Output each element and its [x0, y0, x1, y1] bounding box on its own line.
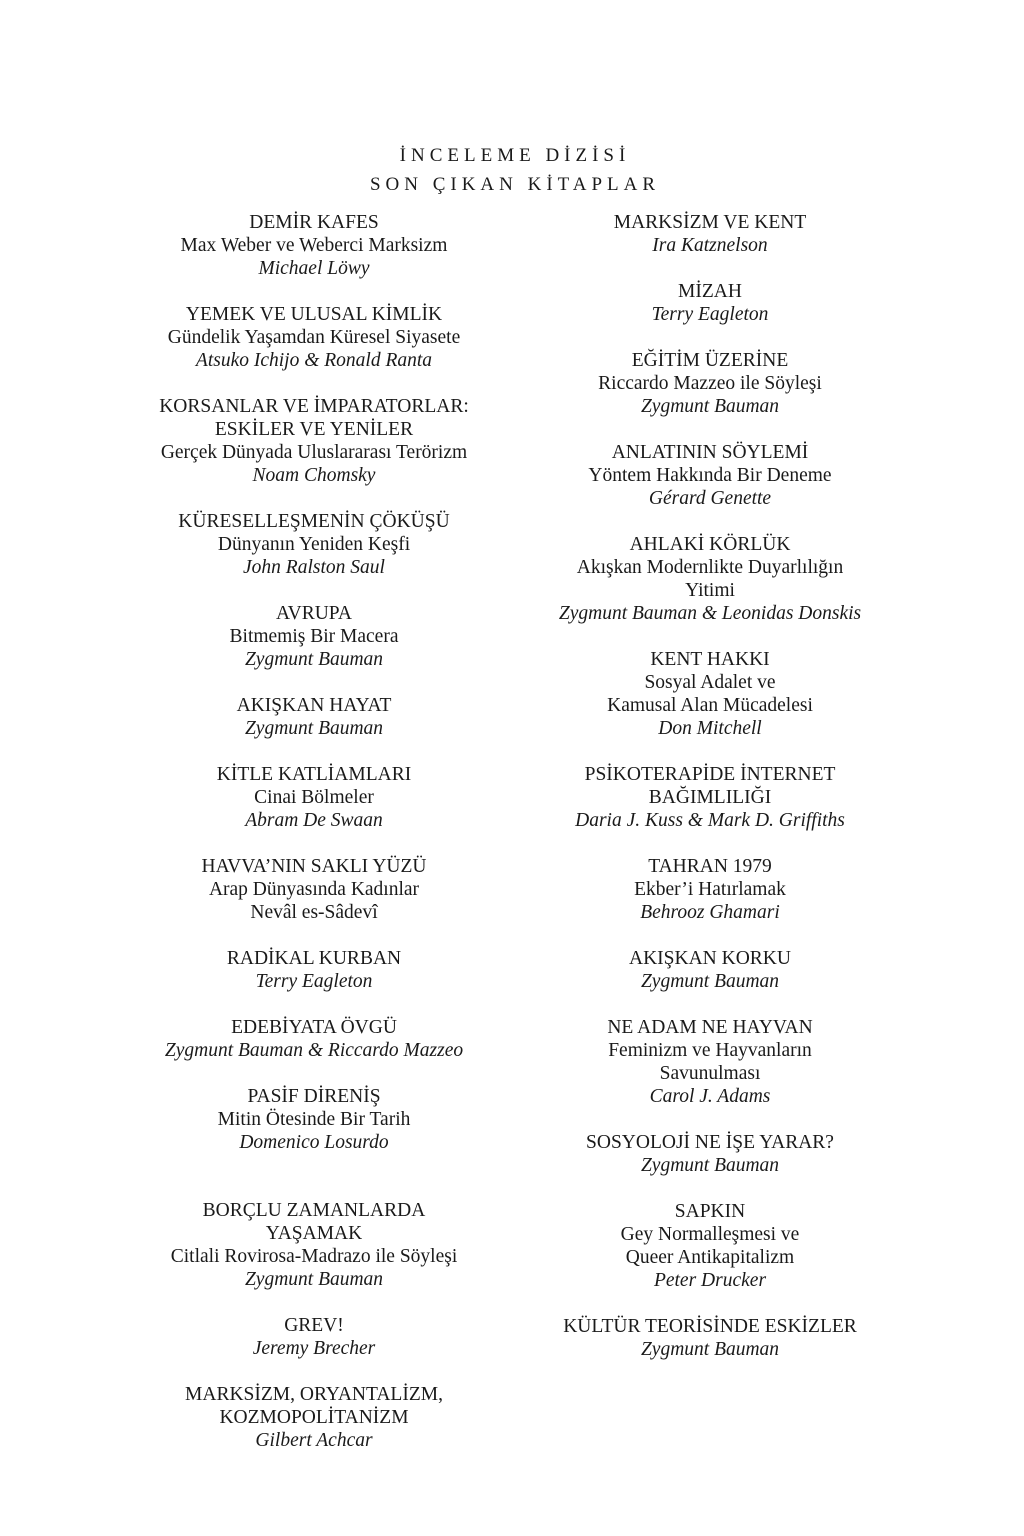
book-subtitle: Max Weber ve Weberci Marksizm	[180, 235, 448, 256]
book-author: Zygmunt Bauman & Riccardo Mazzeo	[164, 1040, 464, 1061]
book-entry	[104, 1314, 524, 1360]
book-title: PASİF DİRENİŞ	[247, 1086, 381, 1107]
book-author: John Ralston Saul	[243, 557, 385, 578]
book-author: Noam Chomsky	[252, 465, 376, 486]
book-title: YAŞAMAK	[265, 1223, 363, 1244]
book-author: Zygmunt Bauman	[640, 1155, 780, 1176]
left-column	[104, 211, 524, 1452]
book-author: Atsuko Ichijo & Ronald Ranta	[195, 350, 433, 371]
book-title: ESKİLER VE YENİLER	[214, 419, 414, 440]
book-title: YEMEK VE ULUSAL KİMLİK	[185, 304, 443, 325]
book-title: BORÇLU ZAMANLARDA	[202, 1200, 426, 1221]
book-subtitle: Dünyanın Yeniden Keşfi	[217, 534, 411, 555]
book-entry	[500, 1315, 920, 1361]
book-author: Jeremy Brecher	[252, 1338, 376, 1359]
book-title: AKIŞKAN KORKU	[629, 948, 791, 969]
book-author: Zygmunt Bauman	[244, 649, 384, 670]
book-title: ANLATININ SÖYLEMİ	[611, 442, 809, 463]
book-entry	[500, 349, 920, 418]
book-title: KÜRESELLEŞMENİN ÇÖKÜŞÜ	[178, 511, 450, 532]
book-title: KENT HAKKI	[650, 649, 770, 670]
book-title: NE ADAM NE HAYVAN	[607, 1017, 813, 1038]
book-entry	[500, 441, 920, 510]
book-title: KİTLE KATLİAMLARI	[216, 764, 412, 785]
book-entry	[104, 1199, 524, 1291]
book-author: Abram De Swaan	[245, 810, 383, 831]
book-entry	[500, 1200, 920, 1292]
book-author: Zygmunt Bauman	[640, 1339, 780, 1360]
book-entry	[104, 510, 524, 579]
book-author: Daria J. Kuss & Mark D. Griffiths	[575, 810, 845, 831]
book-entry	[104, 1383, 524, 1452]
book-subtitle: Gey Normalleşmesi ve	[620, 1224, 800, 1245]
book-title: EĞİTİM ÜZERİNE	[631, 350, 789, 371]
series-subtitle: SON ÇIKAN KİTAPLAR	[369, 174, 661, 195]
book-entry	[104, 211, 524, 280]
book-author: Gérard Genette	[648, 488, 772, 509]
book-author: Zygmunt Bauman & Leonidas Donskis	[558, 603, 862, 624]
book-author: Ira Katznelson	[652, 235, 768, 256]
book-title: EDEBİYATA ÖVGÜ	[231, 1017, 397, 1038]
book-author: Zygmunt Bauman	[244, 1269, 384, 1290]
book-title: GREV!	[284, 1315, 344, 1336]
book-subtitle: Riccardo Mazzeo ile Söyleşi	[598, 373, 822, 394]
book-entry	[104, 395, 524, 487]
book-title: PSİKOTERAPİDE İNTERNET	[584, 764, 836, 785]
book-entry	[104, 1016, 524, 1062]
book-title: BAĞIMLILIĞI	[648, 787, 772, 808]
book-entry	[500, 947, 920, 993]
right-column	[500, 211, 920, 1361]
book-title: KORSANLAR VE İMPARATORLAR:	[159, 396, 469, 417]
book-subtitle: Gerçek Dünyada Uluslararası Terörizm	[160, 442, 468, 463]
book-entry	[500, 855, 920, 924]
book-subtitle: Akışkan Modernlikte Duyarlılığın	[576, 557, 844, 578]
book-subtitle: Citlali Rovirosa-Madrazo ile Söyleşi	[170, 1246, 458, 1267]
book-entry	[500, 1016, 920, 1108]
book-subtitle: Sosyal Adalet ve	[644, 672, 776, 693]
book-subtitle: Ekber’i Hatırlamak	[634, 879, 786, 900]
book-subtitle: Yöntem Hakkında Bir Deneme	[588, 465, 832, 486]
series-header	[0, 141, 1024, 199]
book-entry	[104, 855, 524, 924]
book-title: SOSYOLOJİ NE İŞE YARAR?	[586, 1132, 834, 1153]
book-author: Peter Drucker	[653, 1270, 767, 1291]
book-title: RADİKAL KURBAN	[226, 948, 402, 969]
book-subtitle: Arap Dünyasında Kadınlar	[208, 879, 420, 900]
book-title: KOZMOPOLİTANİZM	[219, 1407, 409, 1428]
book-author: Domenico Losurdo	[239, 1132, 389, 1153]
book-subtitle: Mitin Ötesinde Bir Tarih	[217, 1109, 411, 1130]
book-entry	[500, 1131, 920, 1177]
book-author: Michael Löwy	[258, 258, 370, 279]
book-author: Zygmunt Bauman	[640, 971, 780, 992]
book-entry	[500, 280, 920, 326]
book-subtitle: Kamusal Alan Mücadelesi	[607, 695, 813, 716]
book-entry	[104, 602, 524, 671]
book-title: AKIŞKAN HAYAT	[236, 695, 392, 716]
book-author: Zygmunt Bauman	[244, 718, 384, 739]
book-title: KÜLTÜR TEORİSİNDE ESKİZLER	[563, 1316, 857, 1337]
book-title: AVRUPA	[276, 603, 352, 624]
book-author: Carol J. Adams	[649, 1086, 771, 1107]
book-title: AHLAKİ KÖRLÜK	[629, 534, 791, 555]
book-author: Terry Eagleton	[651, 304, 769, 325]
book-author: Terry Eagleton	[255, 971, 373, 992]
book-subtitle: Yitimi	[685, 580, 735, 601]
book-author: Zygmunt Bauman	[640, 396, 780, 417]
book-entry	[500, 211, 920, 257]
book-entry	[104, 1085, 524, 1154]
book-subtitle: Bitmemiş Bir Macera	[229, 626, 399, 647]
book-title: HAVVA’NIN SAKLI YÜZÜ	[201, 856, 427, 877]
book-subtitle: Gündelik Yaşamdan Küresel Siyasete	[167, 327, 461, 348]
book-entry	[104, 694, 524, 740]
book-subtitle: Feminizm ve Hayvanların	[608, 1040, 812, 1061]
book-entry	[500, 763, 920, 832]
book-subtitle: Cinai Bölmeler	[254, 787, 374, 808]
book-title: MİZAH	[678, 281, 742, 302]
book-subtitle: Queer Antikapitalizm	[625, 1247, 795, 1268]
book-entry	[500, 648, 920, 740]
book-author: Gilbert Achcar	[255, 1430, 373, 1451]
book-title: MARKSİZM, ORYANTALİZM,	[185, 1384, 443, 1405]
book-author: Behrooz Ghamari	[640, 902, 780, 923]
book-subtitle: Savunulması	[659, 1063, 761, 1084]
series-title: İNCELEME DİZİSİ	[399, 145, 631, 166]
book-title: SAPKIN	[674, 1201, 746, 1222]
book-entry	[104, 763, 524, 832]
book-entry	[500, 533, 920, 625]
book-subtitle: Nevâl es-Sâdevî	[250, 902, 378, 923]
book-title: DEMİR KAFES	[249, 212, 379, 233]
book-title: MARKSİZM VE KENT	[613, 212, 807, 233]
book-title: TAHRAN 1979	[648, 856, 772, 877]
book-author: Don Mitchell	[658, 718, 762, 739]
book-entry	[104, 947, 524, 993]
book-entry	[104, 303, 524, 372]
